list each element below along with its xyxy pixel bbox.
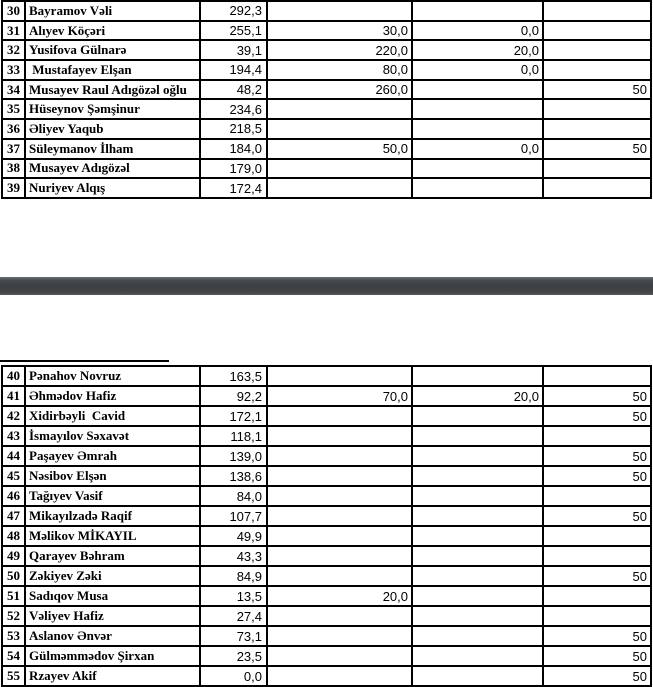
value-4-cell: 50	[543, 626, 651, 646]
table-row	[2, 159, 651, 179]
value-3-cell	[412, 546, 543, 566]
table-row	[2, 486, 651, 506]
value-1-cell: 0,0	[200, 666, 267, 686]
value-4-cell: 50	[543, 139, 651, 159]
table-row	[2, 466, 651, 486]
row-number-cell: 44	[2, 446, 25, 466]
name-cell: Vəliyev Hafiz	[25, 606, 200, 626]
value-2-cell	[267, 546, 412, 566]
value-3-cell	[412, 406, 543, 426]
table-row	[2, 1, 651, 21]
results-table-page-2	[1, 365, 652, 687]
table-row	[2, 606, 651, 626]
table-row	[2, 21, 651, 41]
name-cell: Musayev Raul Adıgözəl oğlu	[25, 80, 200, 100]
name-cell: Pənahov Novruz	[25, 366, 200, 386]
table-row	[2, 646, 651, 666]
value-1-cell: 39,1	[200, 40, 267, 60]
value-3-cell	[412, 178, 543, 198]
results-table-page-1-body	[2, 1, 651, 198]
row-number-cell: 53	[2, 626, 25, 646]
value-2-cell	[267, 606, 412, 626]
value-1-cell: 139,0	[200, 446, 267, 466]
value-1-cell: 92,2	[200, 386, 267, 406]
value-4-cell	[543, 159, 651, 179]
name-cell: Süleymanov İlham	[25, 139, 200, 159]
row-number-cell: 35	[2, 99, 25, 119]
name-cell: Bayramov Vəli	[25, 1, 200, 21]
name-cell: Mikayılzadə Raqif	[25, 506, 200, 526]
value-4-cell: 50	[543, 466, 651, 486]
value-3-cell	[412, 119, 543, 139]
row-number-cell: 30	[2, 1, 25, 21]
row-number-cell: 32	[2, 40, 25, 60]
row-number-cell: 52	[2, 606, 25, 626]
value-4-cell	[543, 60, 651, 80]
row-number-cell: 47	[2, 506, 25, 526]
value-1-cell: 184,0	[200, 139, 267, 159]
row-number-cell: 48	[2, 526, 25, 546]
value-3-cell	[412, 666, 543, 686]
value-3-cell	[412, 626, 543, 646]
table-row	[2, 366, 651, 386]
name-cell: Qarayev Bəhram	[25, 546, 200, 566]
row-number-cell: 55	[2, 666, 25, 686]
name-cell: Musayev Adıgözəl	[25, 159, 200, 179]
name-cell: Əliyev Yaqub	[25, 119, 200, 139]
value-3-cell	[412, 606, 543, 626]
value-2-cell	[267, 626, 412, 646]
name-cell: Gülməmmədov Şirxan	[25, 646, 200, 666]
value-4-cell	[543, 366, 651, 386]
value-2-cell	[267, 366, 412, 386]
value-4-cell	[543, 21, 651, 41]
value-2-cell: 220,0	[267, 40, 412, 60]
value-4-cell: 50	[543, 646, 651, 666]
value-4-cell	[543, 526, 651, 546]
value-3-cell	[412, 366, 543, 386]
value-2-cell: 30,0	[267, 21, 412, 41]
row-number-cell: 43	[2, 426, 25, 446]
value-4-cell: 50	[543, 666, 651, 686]
value-1-cell: 138,6	[200, 466, 267, 486]
pdf-page-gap-separator	[0, 277, 653, 295]
value-2-cell: 80,0	[267, 60, 412, 80]
table-row	[2, 60, 651, 80]
row-number-cell: 54	[2, 646, 25, 666]
row-number-cell: 46	[2, 486, 25, 506]
value-4-cell	[543, 99, 651, 119]
name-cell: Rzayev Akif	[25, 666, 200, 686]
row-number-cell: 41	[2, 386, 25, 406]
table-row	[2, 586, 651, 606]
value-2-cell	[267, 446, 412, 466]
value-1-cell: 163,5	[200, 366, 267, 386]
value-3-cell	[412, 99, 543, 119]
value-2-cell	[267, 526, 412, 546]
value-2-cell: 50,0	[267, 139, 412, 159]
value-1-cell: 84,9	[200, 566, 267, 586]
table-row	[2, 99, 651, 119]
value-1-cell: 179,0	[200, 159, 267, 179]
value-4-cell	[543, 119, 651, 139]
value-1-cell: 73,1	[200, 626, 267, 646]
table-row	[2, 426, 651, 446]
value-4-cell	[543, 546, 651, 566]
value-3-cell	[412, 526, 543, 546]
value-3-cell	[412, 80, 543, 100]
value-3-cell: 0,0	[412, 139, 543, 159]
value-4-cell: 50	[543, 386, 651, 406]
value-3-cell	[412, 159, 543, 179]
row-number-cell: 39	[2, 178, 25, 198]
table-row	[2, 666, 651, 686]
value-3-cell	[412, 466, 543, 486]
value-1-cell: 118,1	[200, 426, 267, 446]
table-row	[2, 506, 651, 526]
name-cell: Zəkiyev Zəki	[25, 566, 200, 586]
value-4-cell: 50	[543, 80, 651, 100]
value-1-cell: 23,5	[200, 646, 267, 666]
value-3-cell	[412, 426, 543, 446]
results-table-page-2-body	[2, 366, 651, 686]
name-cell: Məlikov MİKAYIL	[25, 526, 200, 546]
name-cell: İsmayılov Səxavət	[25, 426, 200, 446]
row-number-cell: 38	[2, 159, 25, 179]
results-table-page-1	[1, 0, 652, 199]
value-2-cell	[267, 178, 412, 198]
row-number-cell: 34	[2, 80, 25, 100]
value-1-cell: 292,3	[200, 1, 267, 21]
value-1-cell: 218,5	[200, 119, 267, 139]
row-number-cell: 33	[2, 60, 25, 80]
value-2-cell	[267, 466, 412, 486]
value-2-cell	[267, 1, 412, 21]
table-row	[2, 119, 651, 139]
value-3-cell	[412, 446, 543, 466]
value-3-cell: 20,0	[412, 40, 543, 60]
value-2-cell: 20,0	[267, 586, 412, 606]
table-row	[2, 446, 651, 466]
name-cell: Nəsibov Elşən	[25, 466, 200, 486]
row-number-cell: 51	[2, 586, 25, 606]
value-4-cell	[543, 178, 651, 198]
value-1-cell: 49,9	[200, 526, 267, 546]
value-4-cell	[543, 1, 651, 21]
value-3-cell	[412, 1, 543, 21]
value-1-cell: 84,0	[200, 486, 267, 506]
table-row	[2, 178, 651, 198]
name-cell: Mustafayev Elşan	[25, 60, 200, 80]
name-cell: Yusifova Gülnarə	[25, 40, 200, 60]
row-number-cell: 50	[2, 566, 25, 586]
table-row	[2, 526, 651, 546]
row-number-cell: 42	[2, 406, 25, 426]
name-cell: Əhmədov Hafiz	[25, 386, 200, 406]
value-1-cell: 172,4	[200, 178, 267, 198]
value-1-cell: 107,7	[200, 506, 267, 526]
name-cell: Xidirbəyli Cavid	[25, 406, 200, 426]
value-2-cell: 70,0	[267, 386, 412, 406]
value-2-cell	[267, 99, 412, 119]
name-cell: Hüseynov Şəmşinur	[25, 99, 200, 119]
table-row	[2, 566, 651, 586]
value-2-cell	[267, 159, 412, 179]
value-1-cell: 255,1	[200, 21, 267, 41]
value-4-cell: 50	[543, 506, 651, 526]
value-3-cell	[412, 646, 543, 666]
value-4-cell: 50	[543, 566, 651, 586]
value-2-cell	[267, 666, 412, 686]
value-3-cell	[412, 486, 543, 506]
name-cell: Nuriyev Alqış	[25, 178, 200, 198]
table-row	[2, 139, 651, 159]
value-2-cell	[267, 506, 412, 526]
row-number-cell: 37	[2, 139, 25, 159]
value-4-cell: 50	[543, 406, 651, 426]
name-cell: Paşayev Əmrah	[25, 446, 200, 466]
value-1-cell: 48,2	[200, 80, 267, 100]
value-1-cell: 172,1	[200, 406, 267, 426]
row-number-cell: 45	[2, 466, 25, 486]
name-cell: Tağıyev Vasif	[25, 486, 200, 506]
value-3-cell: 20,0	[412, 386, 543, 406]
value-3-cell	[412, 566, 543, 586]
value-4-cell	[543, 426, 651, 446]
value-2-cell	[267, 566, 412, 586]
value-3-cell	[412, 506, 543, 526]
table-border-fragment	[0, 360, 169, 362]
table-row	[2, 40, 651, 60]
value-2-cell	[267, 646, 412, 666]
value-4-cell	[543, 40, 651, 60]
table-row	[2, 386, 651, 406]
value-1-cell: 27,4	[200, 606, 267, 626]
value-4-cell	[543, 586, 651, 606]
value-1-cell: 234,6	[200, 99, 267, 119]
row-number-cell: 49	[2, 546, 25, 566]
value-2-cell	[267, 426, 412, 446]
value-1-cell: 43,3	[200, 546, 267, 566]
value-2-cell	[267, 486, 412, 506]
value-1-cell: 194,4	[200, 60, 267, 80]
name-cell: Alıyev Köçəri	[25, 21, 200, 41]
value-2-cell	[267, 406, 412, 426]
table-row	[2, 80, 651, 100]
name-cell: Aslanov Ənvər	[25, 626, 200, 646]
value-1-cell: 13,5	[200, 586, 267, 606]
value-4-cell: 50	[543, 446, 651, 466]
row-number-cell: 36	[2, 119, 25, 139]
row-number-cell: 31	[2, 21, 25, 41]
value-3-cell: 0,0	[412, 21, 543, 41]
row-number-cell: 40	[2, 366, 25, 386]
table-row	[2, 546, 651, 566]
value-4-cell	[543, 606, 651, 626]
name-cell: Sadıqov Musa	[25, 586, 200, 606]
value-4-cell	[543, 486, 651, 506]
table-row	[2, 406, 651, 426]
value-2-cell: 260,0	[267, 80, 412, 100]
value-3-cell	[412, 586, 543, 606]
value-2-cell	[267, 119, 412, 139]
table-row	[2, 626, 651, 646]
value-3-cell: 0,0	[412, 60, 543, 80]
